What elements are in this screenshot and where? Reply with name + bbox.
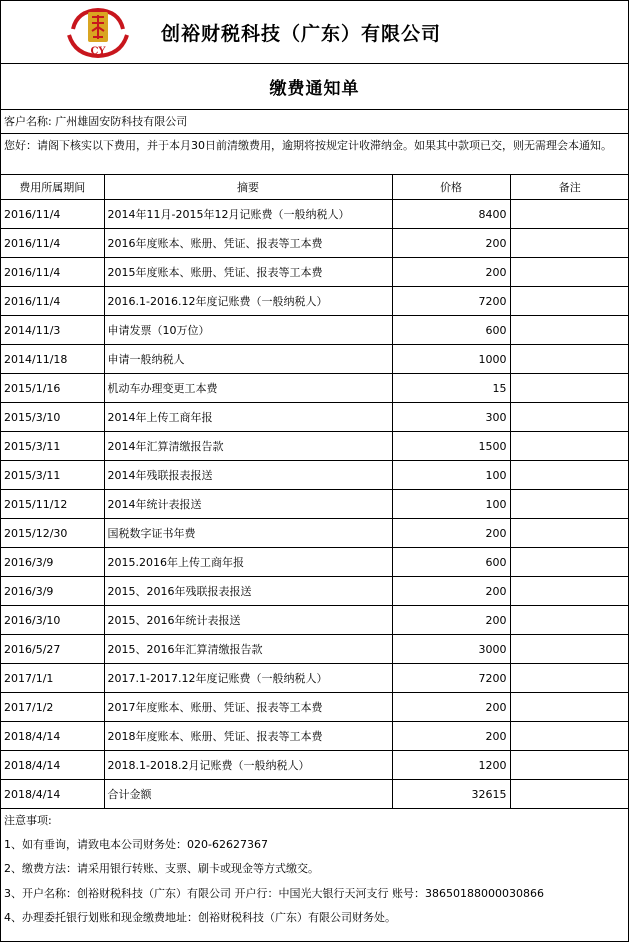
cell-period: 2015/3/11 [1,432,104,461]
cell-summary: 2014年统计表报送 [104,490,392,519]
cell-summary: 2015、2016年残联报表报送 [104,577,392,606]
table-row [1,577,629,606]
table-row [1,490,629,519]
cell-period: 2016/11/4 [1,200,104,229]
cell-summary: 2017.1-2017.12年度记账费（一般纳税人） [104,664,392,693]
letterhead [1,1,628,64]
note-payment-method: 2、缴费方法：请采用银行转账、支票、刷卡或现金等方式缴交。 [4,862,319,876]
cell-summary: 合计金额 [104,780,392,809]
cell-price: 200 [392,606,510,635]
cell-summary: 2018.1-2018.2月记账费（一般纳税人） [104,751,392,780]
title-row [1,64,628,110]
cell-summary: 2014年11月-2015年12月记账费（一般纳税人） [104,200,392,229]
cell-period: 2015/11/12 [1,490,104,519]
cell-price: 1500 [392,432,510,461]
customer-row [1,110,628,134]
cell-summary: 申请一般纳税人 [104,345,392,374]
cell-price: 8400 [392,200,510,229]
cell-price: 1200 [392,751,510,780]
cell-summary: 2015、2016年统计表报送 [104,606,392,635]
cell-period: 2014/11/18 [1,345,104,374]
cell-remark [510,577,629,606]
cell-remark [510,374,629,403]
cell-summary: 2017年度账本、账册、凭证、报表等工本费 [104,693,392,722]
table-row [1,606,629,635]
cell-remark [510,229,629,258]
header-remark: 备注 [510,175,629,200]
cell-period: 2014/11/3 [1,316,104,345]
fee-table-body [1,200,629,809]
cell-price: 600 [392,316,510,345]
notes-section [1,809,628,930]
cell-period: 2016/5/27 [1,635,104,664]
cell-price: 600 [392,548,510,577]
table-row [1,316,629,345]
customer-name: 广州雄固安防科技有限公司 [55,115,188,128]
cell-summary: 2016年度账本、账册、凭证、报表等工本费 [104,229,392,258]
cell-remark [510,635,629,664]
cell-period: 2016/3/9 [1,577,104,606]
cell-period: 2015/1/16 [1,374,104,403]
cell-price: 100 [392,461,510,490]
cell-price: 1000 [392,345,510,374]
cell-period: 2016/11/4 [1,287,104,316]
cell-remark [510,432,629,461]
cell-period: 2016/11/4 [1,258,104,287]
cell-remark [510,751,629,780]
table-row [1,780,629,809]
cell-summary: 2016.1-2016.12年度记账费（一般纳税人） [104,287,392,316]
cell-remark [510,606,629,635]
cell-summary: 国税数字证书年费 [104,519,392,548]
cell-summary: 申请发票（10万位） [104,316,392,345]
table-row [1,229,629,258]
cell-price: 200 [392,519,510,548]
cell-price: 32615 [392,780,510,809]
cell-summary: 2018年度账本、账册、凭证、报表等工本费 [104,722,392,751]
cell-remark [510,490,629,519]
note-phone: 1、如有垂询，请致电本公司财务处：020-62627367 [4,838,268,852]
table-row [1,664,629,693]
cell-remark [510,548,629,577]
cell-remark [510,345,629,374]
cell-period: 2016/11/4 [1,229,104,258]
customer-label: 客户名称: [4,115,52,128]
cell-remark [510,316,629,345]
cell-period: 2018/4/14 [1,780,104,809]
cell-period: 2016/3/9 [1,548,104,577]
cell-price: 15 [392,374,510,403]
cell-summary: 2014年汇算清缴报告款 [104,432,392,461]
cell-period: 2017/1/2 [1,693,104,722]
header-price: 价格 [392,175,510,200]
notes-heading: 注意事项: [4,814,52,827]
cell-period: 2015/12/30 [1,519,104,548]
cell-summary: 2014年上传工商年报 [104,403,392,432]
cell-price: 7200 [392,287,510,316]
cell-remark [510,403,629,432]
fee-table [1,175,629,809]
table-row [1,258,629,287]
cell-price: 200 [392,693,510,722]
table-row [1,403,629,432]
cell-price: 300 [392,403,510,432]
cell-remark [510,693,629,722]
cell-remark [510,664,629,693]
table-row [1,345,629,374]
cell-remark [510,780,629,809]
cell-summary: 2015.2016年上传工商年报 [104,548,392,577]
cell-period: 2015/3/11 [1,461,104,490]
table-row [1,693,629,722]
page-title: 缴费通知单 [269,79,360,99]
cell-remark [510,519,629,548]
logo-text: CY [90,46,106,57]
cell-period: 2015/3/10 [1,403,104,432]
notice-text: 您好：请阁下核实以下费用，并于本月30日前清缴费用，逾期将按规定计收滞纳金。如果其中款项已交，则无需理会本通知。 [1,134,628,175]
cell-period: 2018/4/14 [1,751,104,780]
cell-price: 200 [392,577,510,606]
header-period: 费用所属期间 [1,175,104,200]
cell-price: 200 [392,258,510,287]
company-name: 创裕财税科技（广东）有限公司 [161,23,442,45]
table-row [1,287,629,316]
cell-summary: 2014年残联报表报送 [104,461,392,490]
cell-price: 7200 [392,664,510,693]
cell-summary: 2015、2016年汇算清缴报告款 [104,635,392,664]
cell-price: 100 [392,490,510,519]
header-summary: 摘要 [104,175,392,200]
cell-summary: 机动车办理变更工本费 [104,374,392,403]
table-row [1,519,629,548]
table-row [1,722,629,751]
cell-period: 2016/3/10 [1,606,104,635]
table-row [1,461,629,490]
cell-remark [510,461,629,490]
cell-summary: 2015年度账本、账册、凭证、报表等工本费 [104,258,392,287]
table-row [1,751,629,780]
note-bank-account: 3、开户名称：创裕财税科技（广东）有限公司 开户行：中国光大银行天河支行 账号：38650188000030866 [4,886,544,900]
table-row [1,200,629,229]
cell-remark [510,722,629,751]
cell-remark [510,200,629,229]
note-address: 4、办理委托银行划账和现金缴费地址：创裕财税科技（广东）有限公司财务处。 [4,910,396,924]
table-header-row [1,175,629,200]
cell-price: 200 [392,229,510,258]
cell-period: 2018/4/14 [1,722,104,751]
table-row [1,374,629,403]
cell-remark [510,258,629,287]
table-row [1,432,629,461]
cell-remark [510,287,629,316]
cell-price: 200 [392,722,510,751]
cell-price: 3000 [392,635,510,664]
cell-period: 2017/1/1 [1,664,104,693]
table-row [1,548,629,577]
company-logo [65,7,131,59]
table-row [1,635,629,664]
